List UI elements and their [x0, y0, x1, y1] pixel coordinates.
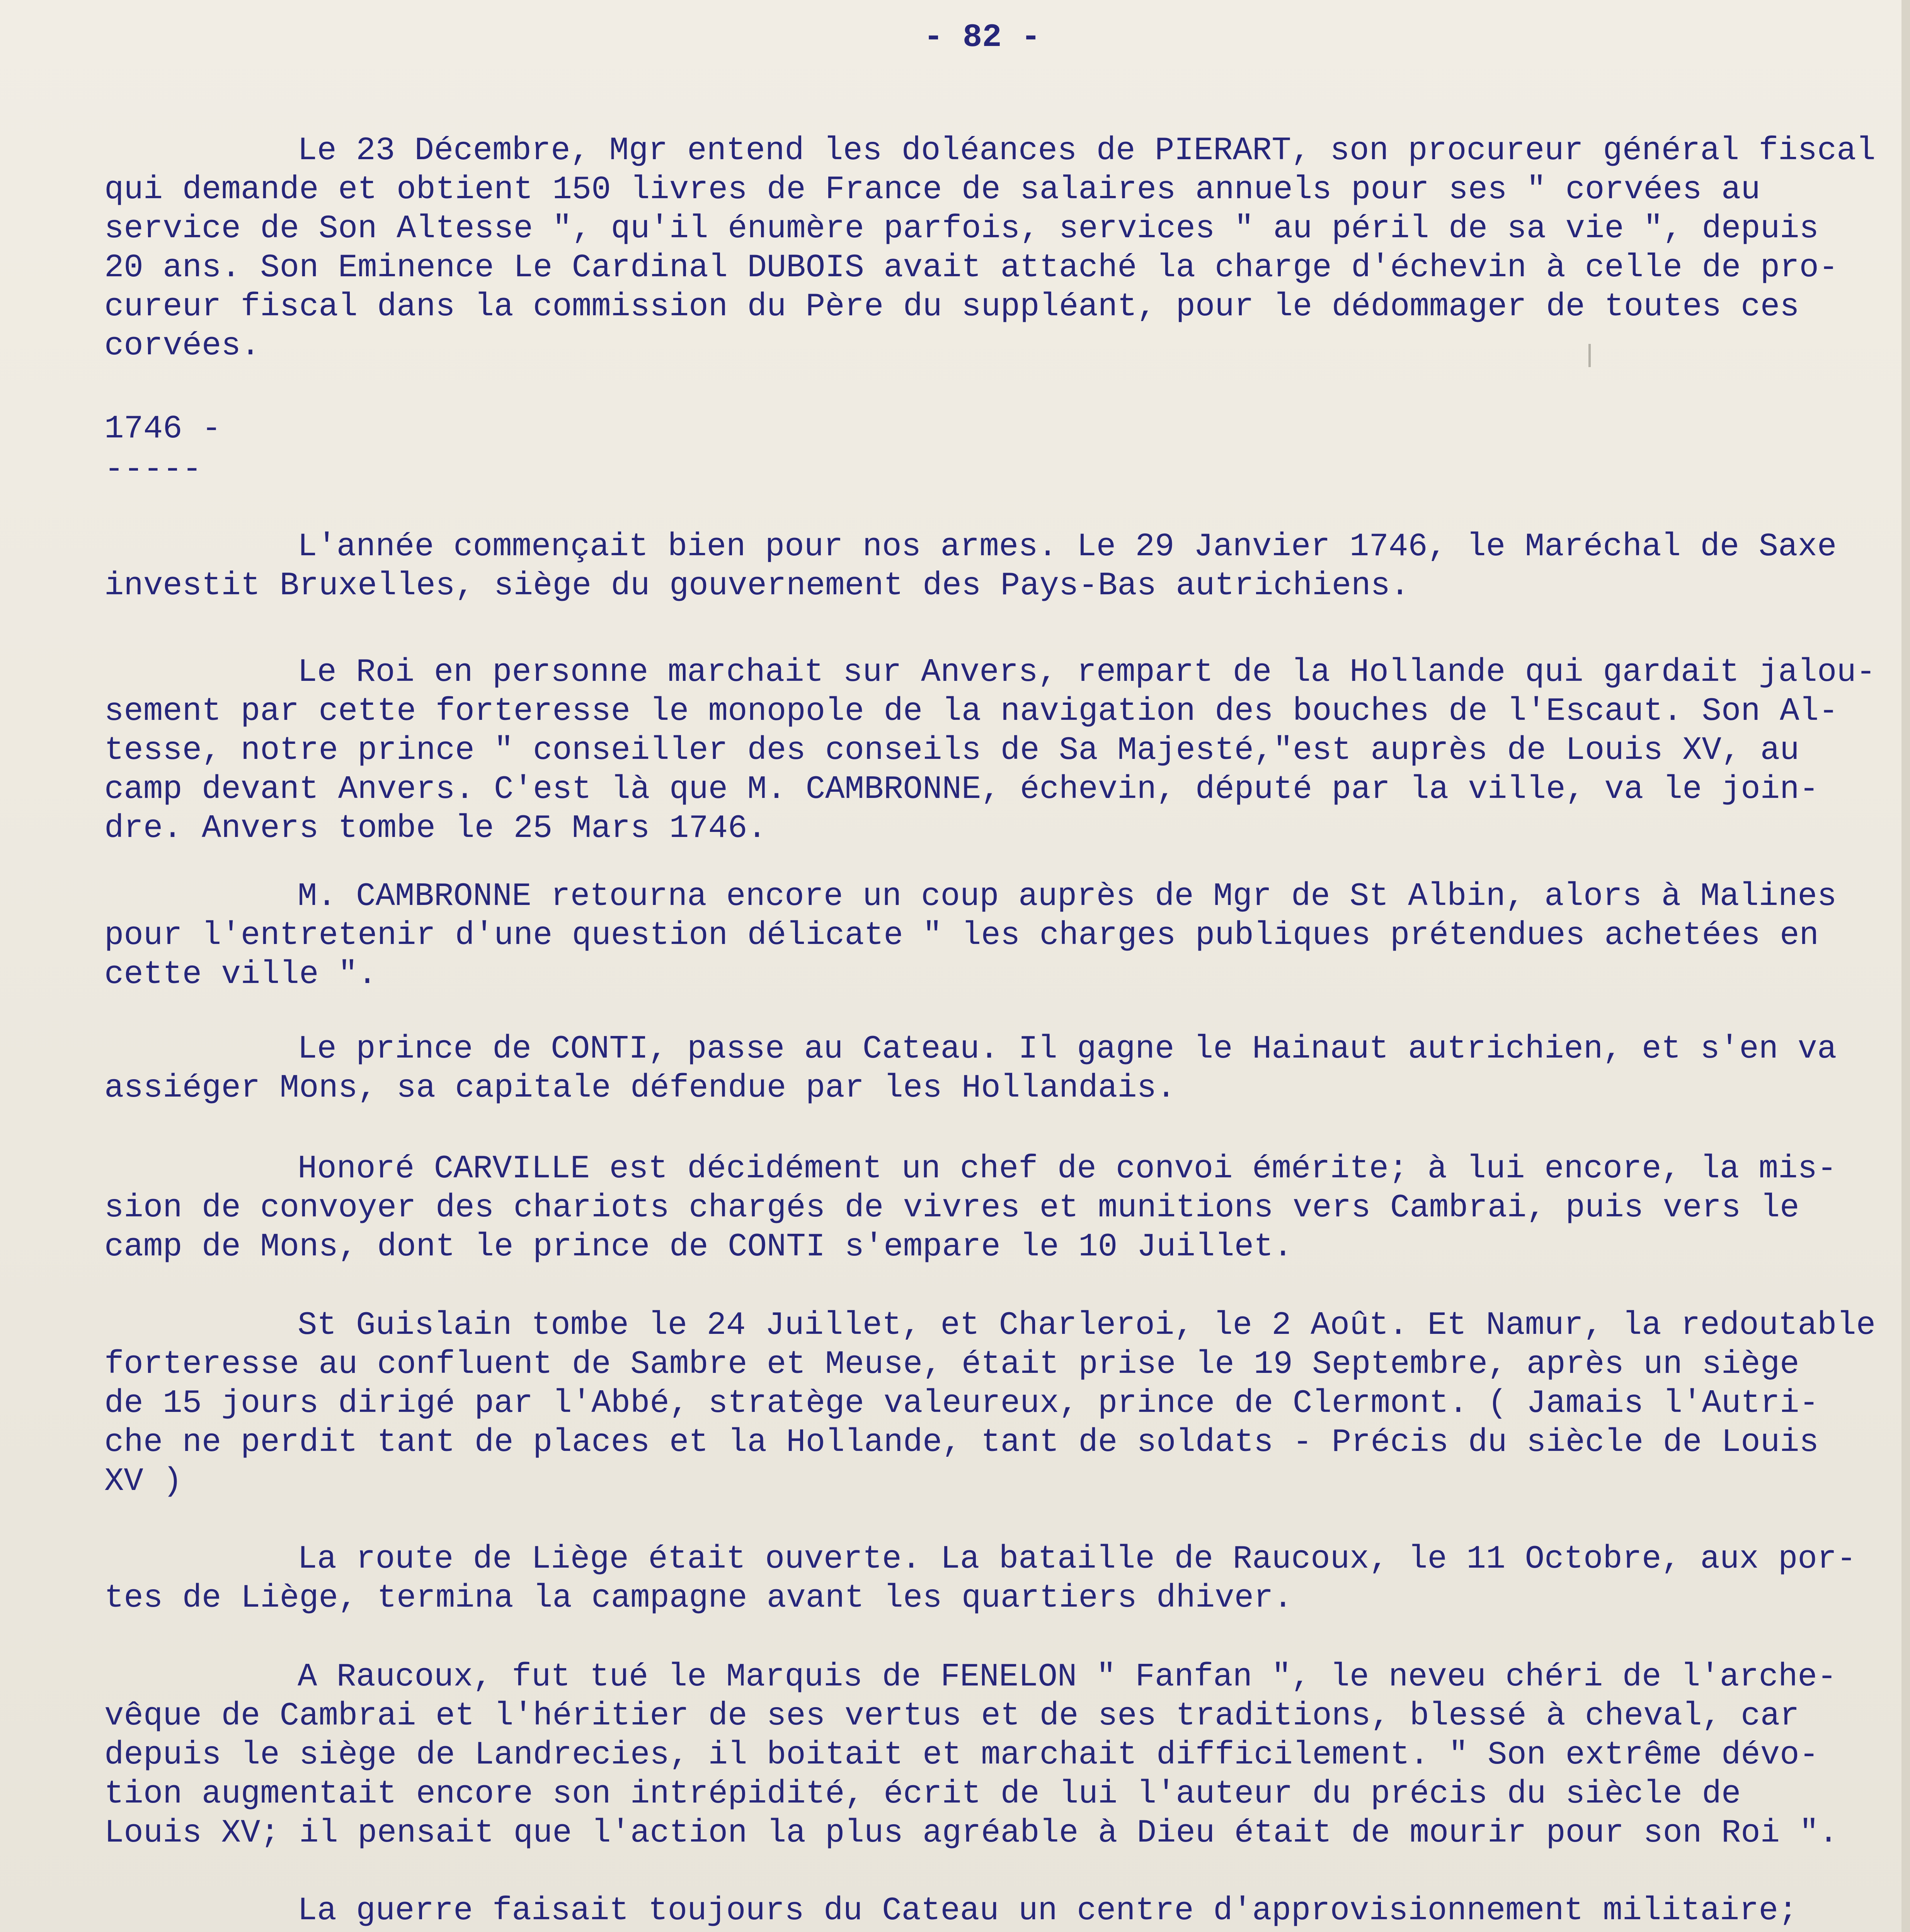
paragraph-6 — [104, 1150, 1851, 1267]
paragraph-10 — [104, 1891, 1851, 1932]
paragraph-line: XV ) — [104, 1463, 182, 1500]
paragraph-line: Le Roi en personne marchait sur Anvers, rempart de la Hollande qui gardait jalou- — [298, 654, 1876, 691]
paragraph-line: A Raucoux, fut tué le Marquis de FENELON " Fanfan ", le neveu chéri de l'arche- — [298, 1659, 1837, 1696]
paragraph-line: sion de convoyer des chariots chargés de vivres et munitions vers Cambrai, puis vers le — [104, 1190, 1799, 1226]
page-edge — [1901, 0, 1910, 1932]
paragraph-line: vêque de Cambrai et l'héritier de ses vertus et de ses traditions, blessé à cheval, car — [104, 1698, 1799, 1735]
paragraph-line: corvées. — [104, 328, 260, 364]
paragraph-line: depuis le siège de Landrecies, il boitait et marchait difficilement. " Son extrême dévo- — [104, 1737, 1819, 1774]
paragraph-line: forteresse au confluent de Sambre et Meuse, était prise le 19 Septembre, après un siège — [104, 1346, 1799, 1383]
paragraph-line: investit Bruxelles, siège du gouvernement des Pays-Bas autrichiens. — [104, 568, 1410, 604]
paragraph-line: La route de Liège était ouverte. La bataille de Raucoux, le 11 Octobre, aux por- — [298, 1541, 1856, 1578]
paragraph-line: Honoré CARVILLE est décidément un chef de convoi émérite; à lui encore, la mis- — [298, 1151, 1837, 1187]
paragraph-line: tesse, notre prince " conseiller des conseils de Sa Majesté,"est auprès de Louis XV, au — [104, 732, 1799, 769]
paragraph-line: St Guislain tombe le 24 Juillet, et Charleroi, le 2 Août. Et Namur, la redoutable — [298, 1307, 1876, 1344]
paragraph-line: cureur fiscal dans la commission du Père du suppléant, pour le dédommager de toutes ces — [104, 289, 1799, 325]
paragraph-9 — [104, 1658, 1851, 1853]
paragraph-line: qui demande et obtient 150 livres de France de salaires annuels pour ses " corvées au — [104, 172, 1760, 208]
paragraph-4 — [104, 877, 1851, 994]
paragraph-line: tion augmentait encore son intrépidité, écrit de lui l'auteur du précis du siècle de — [104, 1776, 1741, 1813]
paragraph-line: che ne perdit tant de places et la Hollande, tant de soldats - Précis du siècle de Louis — [104, 1424, 1819, 1461]
paragraph-1 — [104, 131, 1876, 366]
paragraph-line: de 15 jours dirigé par l'Abbé, stratège valeureux, prince de Clermont. ( Jamais l'Autri- — [104, 1385, 1819, 1422]
paragraph-line: camp devant Anvers. C'est là que M. CAMBRONNE, échevin, député par la ville, va le join- — [104, 771, 1819, 808]
page-number: - 82 - — [924, 19, 1041, 56]
paragraph-7 — [104, 1306, 1876, 1501]
paper-mark — [1588, 344, 1591, 367]
paragraph-line: M. CAMBRONNE retourna encore un coup auprès de Mgr de St Albin, alors à Malines — [298, 878, 1837, 915]
section-year-underline: ----- — [104, 451, 202, 488]
paragraph-line: dre. Anvers tombe le 25 Mars 1746. — [104, 810, 767, 847]
paragraph-line: cette ville ". — [104, 956, 377, 993]
paragraph-line: L'année commençait bien pour nos armes. Le 29 Janvier 1746, le Maréchal de Saxe — [298, 529, 1837, 565]
paragraph-line: assiéger Mons, sa capitale défendue par les Hollandais. — [104, 1070, 1176, 1107]
section-year-heading: 1746 - — [104, 411, 221, 447]
paragraph-line: 20 ans. Son Eminence Le Cardinal DUBOIS avait attaché la charge d'échevin à celle de pro- — [104, 250, 1839, 286]
paragraph-line: Louis XV; il pensait que l'action la plus agréable à Dieu était de mourir pour son Roi ". — [104, 1815, 1839, 1852]
paragraph-5 — [104, 1030, 1851, 1108]
paragraph-line: service de Son Altesse ", qu'il énumère parfois, services " au péril de sa vie ", depuis — [104, 211, 1819, 247]
paragraph-line — [104, 1930, 1851, 1932]
paragraph-8 — [104, 1540, 1856, 1618]
paragraph-line: sement par cette forteresse le monopole de la navigation des bouches de l'Escaut. Son Al- — [104, 693, 1839, 730]
paragraph-line: La guerre faisait toujours du Cateau un centre d'approvisionnement militaire; — [298, 1893, 1798, 1929]
paragraph-line: Le prince de CONTI, passe au Cateau. Il gagne le Hainaut autrichien, et s'en va — [298, 1031, 1837, 1068]
paragraph-line: tes de Liège, termina la campagne avant les quartiers dhiver. — [104, 1580, 1293, 1617]
paragraph-line: camp de Mons, dont le prince de CONTI s'empare le 10 Juillet. — [104, 1229, 1293, 1265]
paragraph-line: Le 23 Décembre, Mgr entend les doléances de PIERART, son procureur général fiscal — [298, 133, 1876, 169]
paragraph-3 — [104, 653, 1876, 848]
paragraph-line: pour l'entretenir d'une question délicate " les charges publiques prétendues achetées en — [104, 917, 1819, 954]
paragraph-2 — [104, 527, 1851, 605]
